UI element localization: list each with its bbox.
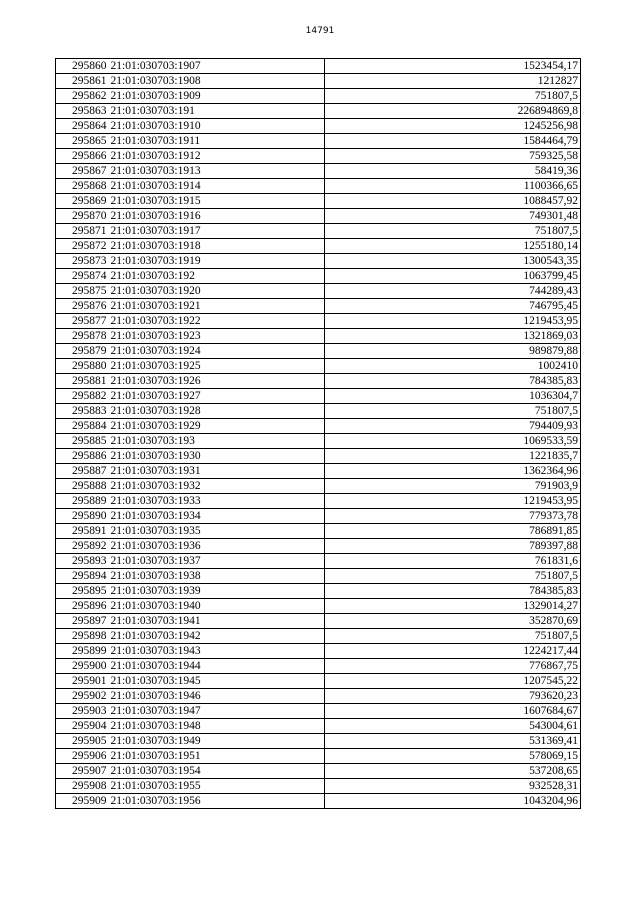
value-cell: 1584464,79	[325, 134, 581, 149]
cadastral-number-cell: 21:01:030703:1955	[109, 779, 325, 794]
row-number-cell: 295863	[56, 104, 109, 119]
value-cell: 352870,69	[325, 614, 581, 629]
value-cell: 786891,85	[325, 524, 581, 539]
value-cell: 932528,31	[325, 779, 581, 794]
cadastral-number-cell: 21:01:030703:1916	[109, 209, 325, 224]
table-row	[56, 644, 581, 659]
table-row	[56, 599, 581, 614]
value-cell: 751807,5	[325, 569, 581, 584]
value-cell: 58419,36	[325, 164, 581, 179]
value-cell: 537208,65	[325, 764, 581, 779]
value-cell: 761831,6	[325, 554, 581, 569]
row-number-cell: 295896	[56, 599, 109, 614]
page-number: 14791	[305, 26, 335, 36]
value-cell: 989879,88	[325, 344, 581, 359]
row-number-cell: 295887	[56, 464, 109, 479]
value-cell: 1221835,7	[325, 449, 581, 464]
table-row	[56, 539, 581, 554]
cadastral-number-cell: 21:01:030703:1945	[109, 674, 325, 689]
table-row	[56, 359, 581, 374]
row-number-cell: 295901	[56, 674, 109, 689]
value-cell: 794409,93	[325, 419, 581, 434]
table-row	[56, 794, 581, 809]
table-row	[56, 689, 581, 704]
row-number-cell: 295895	[56, 584, 109, 599]
row-number-cell: 295881	[56, 374, 109, 389]
table-row	[56, 734, 581, 749]
cadastral-number-cell: 21:01:030703:1940	[109, 599, 325, 614]
cadastral-number-cell: 21:01:030703:1930	[109, 449, 325, 464]
value-cell: 791903,9	[325, 479, 581, 494]
cadastral-number-cell: 21:01:030703:1938	[109, 569, 325, 584]
cadastral-number-cell: 21:01:030703:1911	[109, 134, 325, 149]
cadastral-number-cell: 21:01:030703:1912	[109, 149, 325, 164]
value-cell: 1329014,27	[325, 599, 581, 614]
row-number-cell: 295860	[56, 59, 109, 74]
value-cell: 1088457,92	[325, 194, 581, 209]
table-row	[56, 524, 581, 539]
value-cell: 1362364,96	[325, 464, 581, 479]
row-number-cell: 295872	[56, 239, 109, 254]
value-cell: 751807,5	[325, 629, 581, 644]
cadastral-number-cell: 21:01:030703:1946	[109, 689, 325, 704]
row-number-cell: 295885	[56, 434, 109, 449]
row-number-cell: 295907	[56, 764, 109, 779]
table-row	[56, 719, 581, 734]
row-number-cell: 295892	[56, 539, 109, 554]
value-cell: 1607684,67	[325, 704, 581, 719]
cadastral-number-cell: 21:01:030703:1924	[109, 344, 325, 359]
table-row	[56, 299, 581, 314]
value-cell: 1224217,44	[325, 644, 581, 659]
row-number-cell: 295888	[56, 479, 109, 494]
row-number-cell: 295909	[56, 794, 109, 809]
value-cell: 226894869,8	[325, 104, 581, 119]
table-row	[56, 419, 581, 434]
row-number-cell: 295874	[56, 269, 109, 284]
value-cell: 1002410	[325, 359, 581, 374]
row-number-cell: 295882	[56, 389, 109, 404]
cadastral-number-cell: 21:01:030703:1909	[109, 89, 325, 104]
row-number-cell: 295880	[56, 359, 109, 374]
table-row	[56, 149, 581, 164]
table-row	[56, 134, 581, 149]
table-row	[56, 764, 581, 779]
value-cell: 789397,88	[325, 539, 581, 554]
table-row	[56, 179, 581, 194]
value-cell: 751807,5	[325, 224, 581, 239]
value-cell: 1207545,22	[325, 674, 581, 689]
cadastral-number-cell: 21:01:030703:1947	[109, 704, 325, 719]
table-row	[56, 659, 581, 674]
cadastral-number-cell: 21:01:030703:1929	[109, 419, 325, 434]
value-cell: 1523454,17	[325, 59, 581, 74]
cadastral-number-cell: 21:01:030703:1942	[109, 629, 325, 644]
cadastral-number-cell: 21:01:030703:1927	[109, 389, 325, 404]
cadastral-number-cell: 21:01:030703:1943	[109, 644, 325, 659]
row-number-cell: 295900	[56, 659, 109, 674]
cadastral-number-cell: 21:01:030703:1949	[109, 734, 325, 749]
table-row	[56, 614, 581, 629]
row-number-cell: 295905	[56, 734, 109, 749]
value-cell: 784385,83	[325, 584, 581, 599]
row-number-cell: 295869	[56, 194, 109, 209]
value-cell: 1036304,7	[325, 389, 581, 404]
row-number-cell: 295878	[56, 329, 109, 344]
cadastral-number-cell: 21:01:030703:1919	[109, 254, 325, 269]
value-cell: 1100366,65	[325, 179, 581, 194]
table-row	[56, 434, 581, 449]
cadastral-number-cell: 21:01:030703:1915	[109, 194, 325, 209]
value-cell: 1063799,45	[325, 269, 581, 284]
table-row	[56, 344, 581, 359]
row-number-cell: 295897	[56, 614, 109, 629]
table-row	[56, 554, 581, 569]
table-row	[56, 194, 581, 209]
table-row	[56, 329, 581, 344]
table-row	[56, 494, 581, 509]
row-number-cell: 295877	[56, 314, 109, 329]
row-number-cell: 295861	[56, 74, 109, 89]
value-cell: 749301,48	[325, 209, 581, 224]
value-cell: 759325,58	[325, 149, 581, 164]
table-row	[56, 584, 581, 599]
cadastral-number-cell: 21:01:030703:1928	[109, 404, 325, 419]
table-row	[56, 449, 581, 464]
row-number-cell: 295867	[56, 164, 109, 179]
row-number-cell: 295864	[56, 119, 109, 134]
table-row	[56, 119, 581, 134]
table-row	[56, 404, 581, 419]
value-cell: 1245256,98	[325, 119, 581, 134]
row-number-cell: 295886	[56, 449, 109, 464]
value-cell: 1043204,96	[325, 794, 581, 809]
cadastral-number-cell: 21:01:030703:1937	[109, 554, 325, 569]
row-number-cell: 295883	[56, 404, 109, 419]
row-number-cell: 295894	[56, 569, 109, 584]
row-number-cell: 295890	[56, 509, 109, 524]
cadastral-number-cell: 21:01:030703:1948	[109, 719, 325, 734]
row-number-cell: 295876	[56, 299, 109, 314]
value-cell: 578069,15	[325, 749, 581, 764]
value-cell: 543004,61	[325, 719, 581, 734]
row-number-cell: 295866	[56, 149, 109, 164]
value-cell: 1219453,95	[325, 494, 581, 509]
value-cell: 744289,43	[325, 284, 581, 299]
table-row	[56, 269, 581, 284]
cadastral-number-cell: 21:01:030703:1936	[109, 539, 325, 554]
table-row	[56, 779, 581, 794]
cadastral-number-cell: 21:01:030703:1934	[109, 509, 325, 524]
value-cell: 1255180,14	[325, 239, 581, 254]
row-number-cell: 295903	[56, 704, 109, 719]
table-row	[56, 74, 581, 89]
cadastral-number-cell: 21:01:030703:1918	[109, 239, 325, 254]
cadastral-number-cell: 21:01:030703:1923	[109, 329, 325, 344]
cadastral-value-table	[55, 58, 581, 809]
value-cell: 779373,78	[325, 509, 581, 524]
row-number-cell: 295879	[56, 344, 109, 359]
row-number-cell: 295893	[56, 554, 109, 569]
value-cell: 1300543,35	[325, 254, 581, 269]
cadastral-number-cell: 21:01:030703:1935	[109, 524, 325, 539]
value-cell: 776867,75	[325, 659, 581, 674]
cadastral-number-cell: 21:01:030703:1908	[109, 74, 325, 89]
cadastral-number-cell: 21:01:030703:1920	[109, 284, 325, 299]
table-row	[56, 704, 581, 719]
table-row	[56, 464, 581, 479]
cadastral-number-cell: 21:01:030703:1926	[109, 374, 325, 389]
table-row	[56, 209, 581, 224]
cadastral-number-cell: 21:01:030703:1925	[109, 359, 325, 374]
cadastral-number-cell: 21:01:030703:1931	[109, 464, 325, 479]
row-number-cell: 295902	[56, 689, 109, 704]
table-row	[56, 749, 581, 764]
row-number-cell: 295889	[56, 494, 109, 509]
table-row	[56, 314, 581, 329]
cadastral-number-cell: 21:01:030703:1921	[109, 299, 325, 314]
cadastral-number-cell: 21:01:030703:1933	[109, 494, 325, 509]
row-number-cell: 295884	[56, 419, 109, 434]
table-row	[56, 389, 581, 404]
row-number-cell: 295870	[56, 209, 109, 224]
cadastral-number-cell: 21:01:030703:1932	[109, 479, 325, 494]
cadastral-number-cell: 21:01:030703:1917	[109, 224, 325, 239]
row-number-cell: 295862	[56, 89, 109, 104]
cadastral-number-cell: 21:01:030703:193	[109, 434, 325, 449]
cadastral-number-cell: 21:01:030703:1944	[109, 659, 325, 674]
value-cell: 1321869,03	[325, 329, 581, 344]
cadastral-number-cell: 21:01:030703:1951	[109, 749, 325, 764]
value-cell: 531369,41	[325, 734, 581, 749]
table-row	[56, 164, 581, 179]
row-number-cell: 295875	[56, 284, 109, 299]
cadastral-number-cell: 21:01:030703:1910	[109, 119, 325, 134]
table-row	[56, 254, 581, 269]
row-number-cell: 295891	[56, 524, 109, 539]
cadastral-number-cell: 21:01:030703:1914	[109, 179, 325, 194]
value-cell: 793620,23	[325, 689, 581, 704]
row-number-cell: 295868	[56, 179, 109, 194]
row-number-cell: 295873	[56, 254, 109, 269]
table-row	[56, 629, 581, 644]
table-body	[56, 59, 581, 809]
cadastral-number-cell: 21:01:030703:1922	[109, 314, 325, 329]
cadastral-number-cell: 21:01:030703:1907	[109, 59, 325, 74]
table-row	[56, 374, 581, 389]
table-row	[56, 479, 581, 494]
cadastral-number-cell: 21:01:030703:192	[109, 269, 325, 284]
row-number-cell: 295899	[56, 644, 109, 659]
table-row	[56, 284, 581, 299]
value-cell: 1212827	[325, 74, 581, 89]
cadastral-number-cell: 21:01:030703:1941	[109, 614, 325, 629]
cadastral-number-cell: 21:01:030703:1956	[109, 794, 325, 809]
table-row	[56, 224, 581, 239]
row-number-cell: 295906	[56, 749, 109, 764]
table-row	[56, 569, 581, 584]
cadastral-number-cell: 21:01:030703:1939	[109, 584, 325, 599]
row-number-cell: 295871	[56, 224, 109, 239]
cadastral-number-cell: 21:01:030703:1954	[109, 764, 325, 779]
value-cell: 751807,5	[325, 89, 581, 104]
table-row	[56, 509, 581, 524]
value-cell: 746795,45	[325, 299, 581, 314]
value-cell: 1069533,59	[325, 434, 581, 449]
row-number-cell: 295908	[56, 779, 109, 794]
table-row	[56, 674, 581, 689]
table-row	[56, 239, 581, 254]
cadastral-number-cell: 21:01:030703:191	[109, 104, 325, 119]
table-row	[56, 89, 581, 104]
value-cell: 784385,83	[325, 374, 581, 389]
row-number-cell: 295904	[56, 719, 109, 734]
table-row	[56, 59, 581, 74]
value-cell: 751807,5	[325, 404, 581, 419]
table-row	[56, 104, 581, 119]
row-number-cell: 295865	[56, 134, 109, 149]
cadastral-number-cell: 21:01:030703:1913	[109, 164, 325, 179]
value-cell: 1219453,95	[325, 314, 581, 329]
row-number-cell: 295898	[56, 629, 109, 644]
